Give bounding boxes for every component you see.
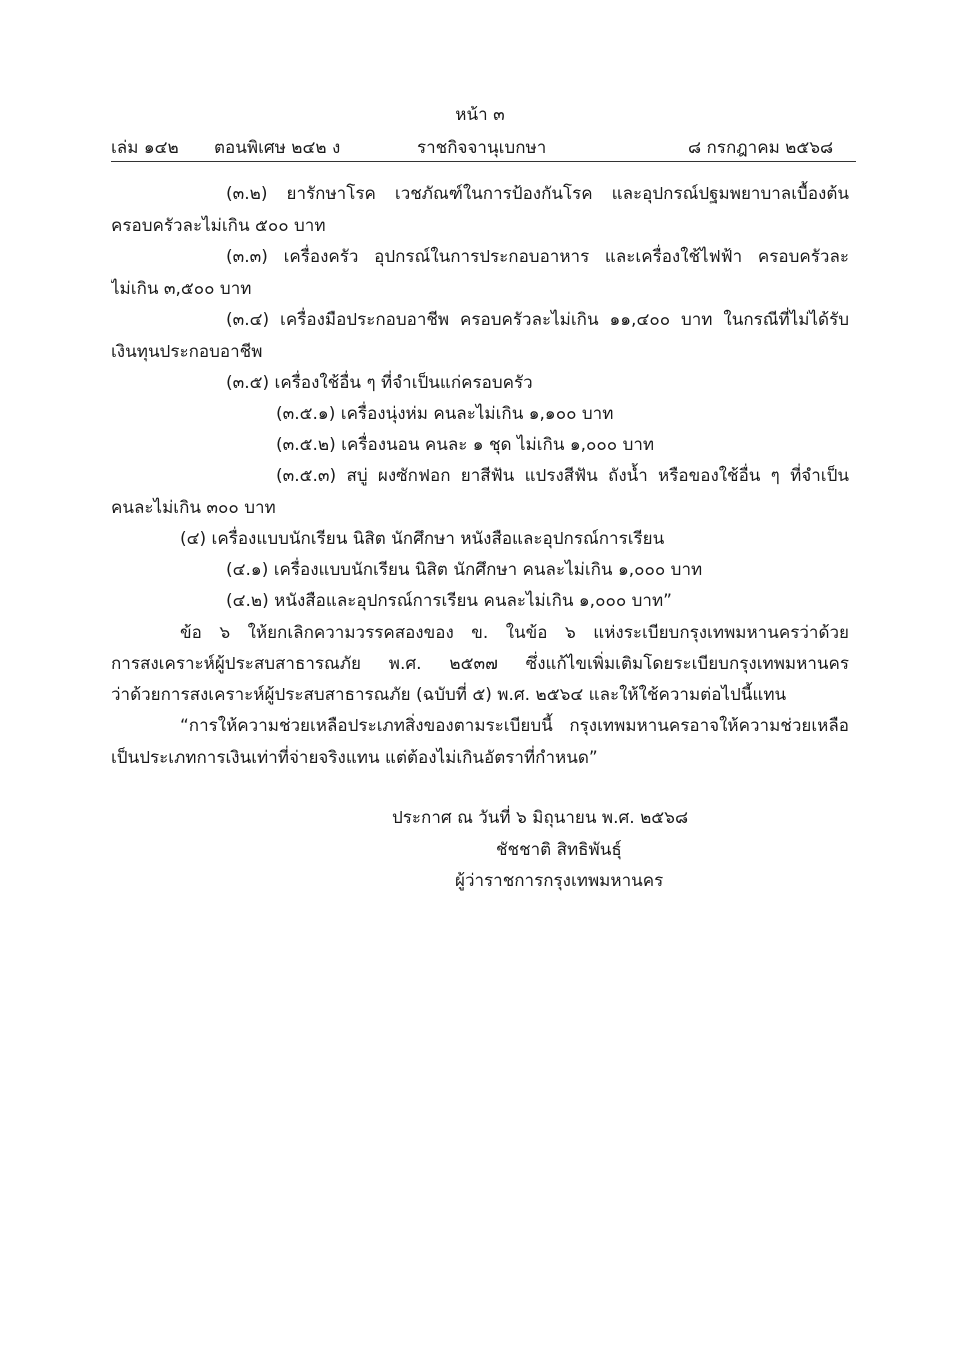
- body-line: (๓.๕.๓) สบู่ ผงซักฟอก ยาสีฟัน แปรงสีฟัน ถังน้ำ หรือของใช้อื่น ๆ ที่จำเป็น: [276, 466, 849, 486]
- signatory-title: ผู้ว่าราชการกรุงเทพมหานคร: [455, 871, 664, 891]
- signatory-name: ชัชชาติ สิทธิพันธุ์: [496, 840, 622, 860]
- volume-label: เล่ม ๑๔๒: [111, 138, 179, 158]
- header-divider: [111, 161, 856, 162]
- section-label: ตอนพิเศษ ๒๔๒ ง: [214, 138, 341, 158]
- body-line: (๓.๕.๒) เครื่องนอน คนละ ๑ ชุด ไม่เกิน ๑,๐๐๐ บาท: [276, 435, 655, 455]
- body-line: (๓.๕) เครื่องใช้อื่น ๆ ที่จำเป็นแก่ครอบครัว: [226, 373, 533, 393]
- body-line: (๔.๒) หนังสือและอุปกรณ์การเรียน คนละไม่เกิน ๑,๐๐๐ บาท”: [226, 591, 672, 611]
- body-line: (๓.๒) ยารักษาโรค เวชภัณฑ์ในการป้องกันโรค และอุปกรณ์ปฐมพยาบาลเบื้องต้น: [226, 184, 849, 204]
- gazette-title: ราชกิจจานุเบกษา: [417, 138, 547, 158]
- body-line: เงินทุนประกอบอาชีพ: [111, 342, 263, 362]
- body-line: ครอบครัวละไม่เกิน ๕๐๐ บาท: [111, 216, 326, 236]
- body-line: (๓.๕.๑) เครื่องนุ่งห่ม คนละไม่เกิน ๑,๑๐๐ บาท: [276, 404, 614, 424]
- body-line: (๓.๓) เครื่องครัว อุปกรณ์ในการประกอบอาหาร และเครื่องใช้ไฟฟ้า ครอบครัวละ: [226, 247, 849, 267]
- body-line: ไม่เกิน ๓,๕๐๐ บาท: [111, 279, 252, 299]
- body-line: (๓.๔) เครื่องมือประกอบอาชีพ ครอบครัวละไม่เกิน ๑๑,๔๐๐ บาท ในกรณีที่ไม่ได้รับ: [226, 310, 849, 330]
- body-line: การสงเคราะห์ผู้ประสบสาธารณภัย พ.ศ. ๒๕๓๗ ซึ่งแก้ไขเพิ่มเติมโดยระเบียบกรุงเทพมหานคร: [111, 654, 849, 674]
- page-number: หน้า ๓: [455, 105, 505, 125]
- announcement-date: ประกาศ ณ วันที่ ๖ มิถุนายน พ.ศ. ๒๕๖๘: [392, 808, 689, 828]
- body-line: เป็นประเภทการเงินเท่าที่จ่ายจริงแทน แต่ต้องไม่เกินอัตราที่กำหนด”: [111, 748, 598, 768]
- header-date: ๘ กรกฎาคม ๒๕๖๘: [688, 138, 834, 158]
- body-line: “การให้ความช่วยเหลือประเภทสิ่งของตามระเบียบนี้ กรุงเทพมหานครอาจให้ความช่วยเหลือ: [180, 716, 849, 736]
- body-line: (๔) เครื่องแบบนักเรียน นิสิต นักศึกษา หนังสือและอุปกรณ์การเรียน: [180, 529, 665, 549]
- body-line: คนละไม่เกิน ๓๐๐ บาท: [111, 498, 276, 518]
- body-line: ข้อ ๖ ให้ยกเลิกความวรรคสองของ ข. ในข้อ ๖ แห่งระเบียบกรุงเทพมหานครว่าด้วย: [180, 623, 849, 643]
- body-line: (๔.๑) เครื่องแบบนักเรียน นิสิต นักศึกษา คนละไม่เกิน ๑,๐๐๐ บาท: [226, 560, 703, 580]
- body-line: ว่าด้วยการสงเคราะห์ผู้ประสบสาธารณภัย (ฉบับที่ ๕) พ.ศ. ๒๕๖๔ และให้ใช้ความต่อไปนี้แทน: [111, 685, 787, 705]
